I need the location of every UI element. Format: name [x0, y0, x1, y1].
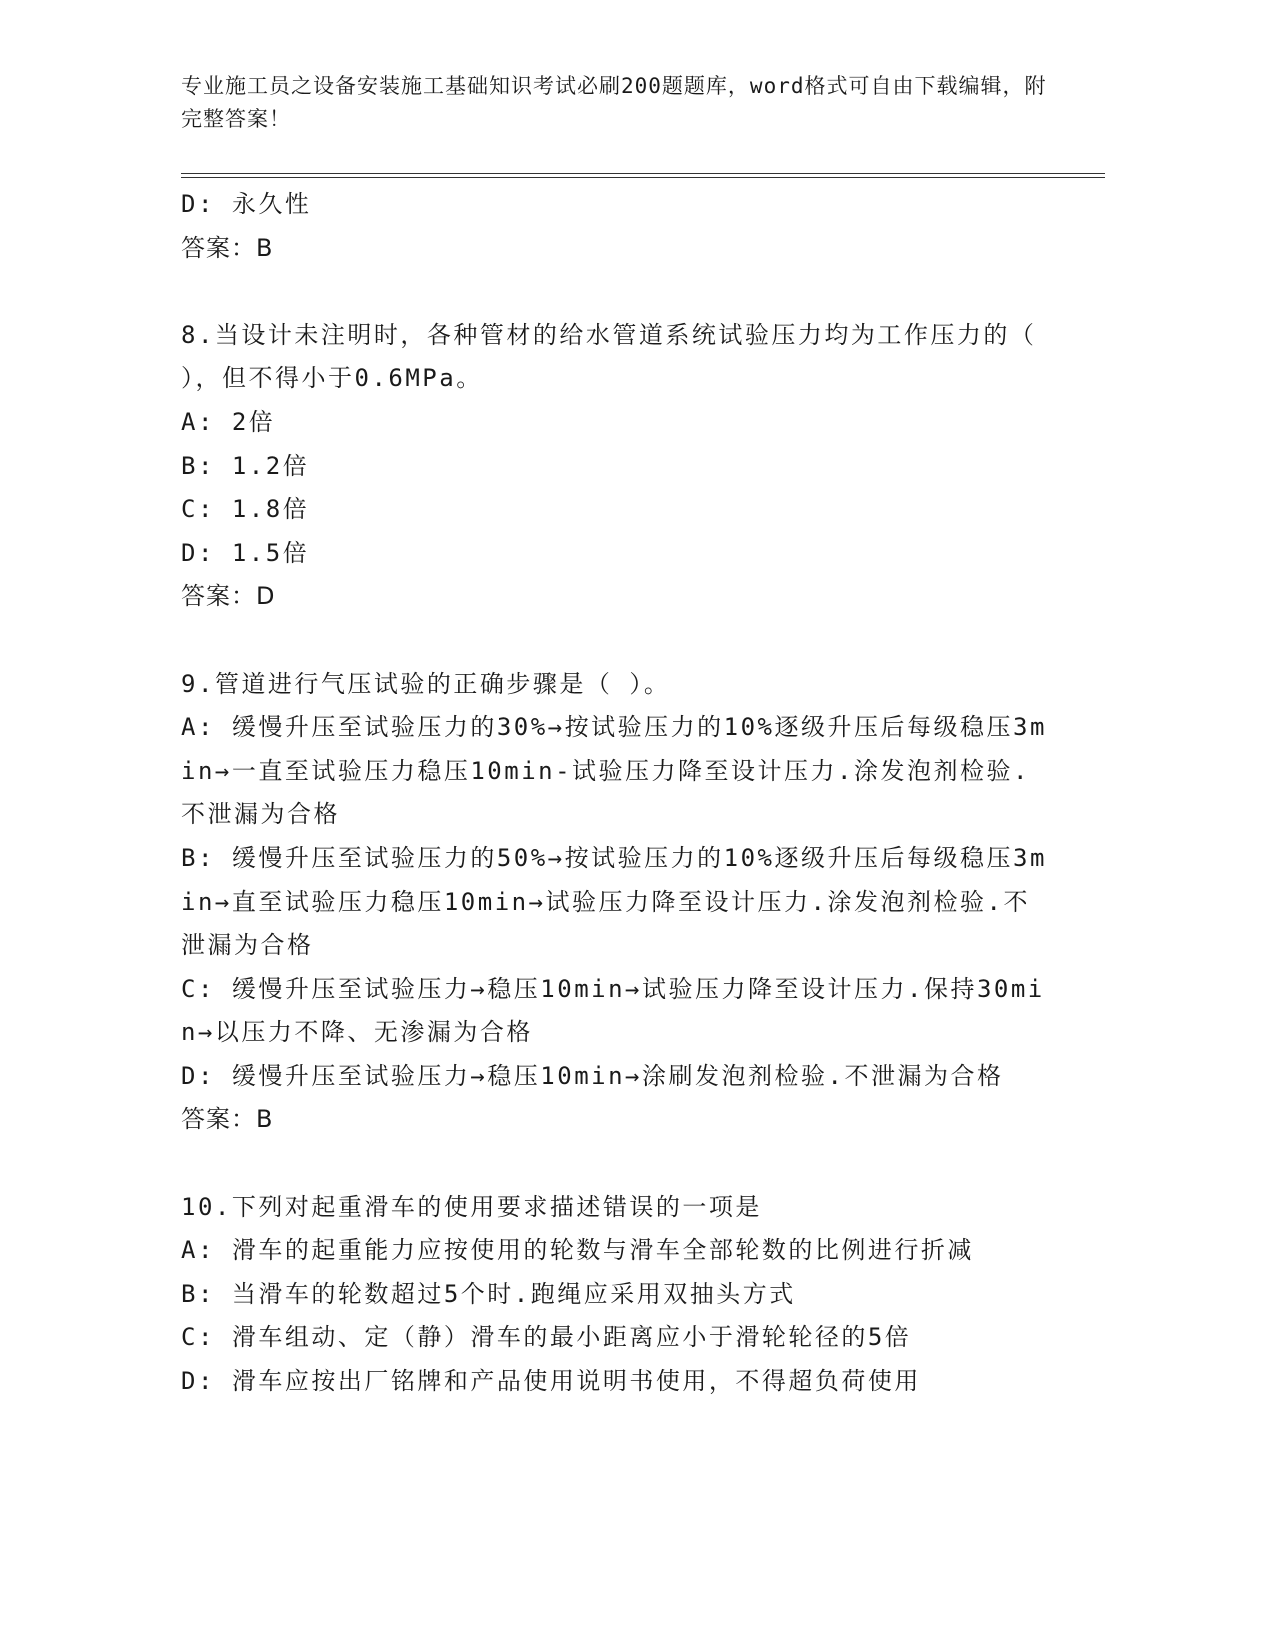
option-d: D: 1.5倍	[181, 538, 310, 567]
option-b: B: 1.2倍	[181, 451, 310, 480]
question-8	[181, 314, 1051, 619]
answer: 答案：B	[181, 1105, 274, 1134]
question-stem: 9.管道进行气压试验的正确步骤是（ ）。	[181, 669, 671, 698]
option-c: C: 缓慢升压至试验压力→稳压10min→试验压力降至设计压力.保持30min→以压力不降、无渗漏为合格	[181, 974, 1045, 1047]
option-a: A: 缓慢升压至试验压力的30%→按试验压力的10%逐级升压后每级稳压3min→一直至试验压力稳压10min-试验压力降至设计压力.涂发泡剂检验.不泄漏为合格	[181, 713, 1047, 829]
option-a: A: 滑车的起重能力应按使用的轮数与滑车全部轮数的比例进行折减	[181, 1236, 974, 1265]
answer: 答案：D	[181, 582, 276, 611]
question-stem: 8.当设计未注明时，各种管材的给水管道系统试验压力均为工作压力的（ ），但不得小于0.6MPa。	[181, 320, 1037, 393]
option-d: D: 缓慢升压至试验压力→稳压10min→涂刷发泡剂检验.不泄漏为合格	[181, 1061, 1004, 1090]
question-stem: 10.下列对起重滑车的使用要求描述错误的一项是	[181, 1192, 762, 1221]
option-c: C: 滑车组动、定（静）滑车的最小距离应小于滑轮轮径的5倍	[181, 1323, 912, 1352]
header-divider	[181, 173, 1105, 178]
option-c: C: 1.8倍	[181, 495, 310, 524]
spacer	[181, 619, 1051, 663]
prev-answer: 答案：B	[181, 233, 274, 262]
spacer	[181, 1142, 1051, 1186]
question-9	[181, 663, 1051, 1143]
question-10	[181, 1186, 1051, 1404]
option-a: A: 2倍	[181, 407, 276, 436]
option-b: B: 当滑车的轮数超过5个时.跑绳应采用双抽头方式	[181, 1279, 796, 1308]
question-content	[181, 183, 1051, 1404]
prev-option-d: D: 永久性	[181, 190, 312, 218]
spacer	[181, 270, 1051, 314]
option-d: D: 滑车应按出厂铭牌和产品使用说明书使用，不得超负荷使用	[181, 1367, 921, 1396]
page-header: 专业施工员之设备安装施工基础知识考试必刷200题题库，word格式可自由下载编辑，附完整答案！	[181, 74, 1047, 131]
option-b: B: 缓慢升压至试验压力的50%→按试验压力的10%逐级升压后每级稳压3min→直至试验压力稳压10min→试验压力降至设计压力.涂发泡剂检验.不泄漏为合格	[181, 843, 1047, 960]
